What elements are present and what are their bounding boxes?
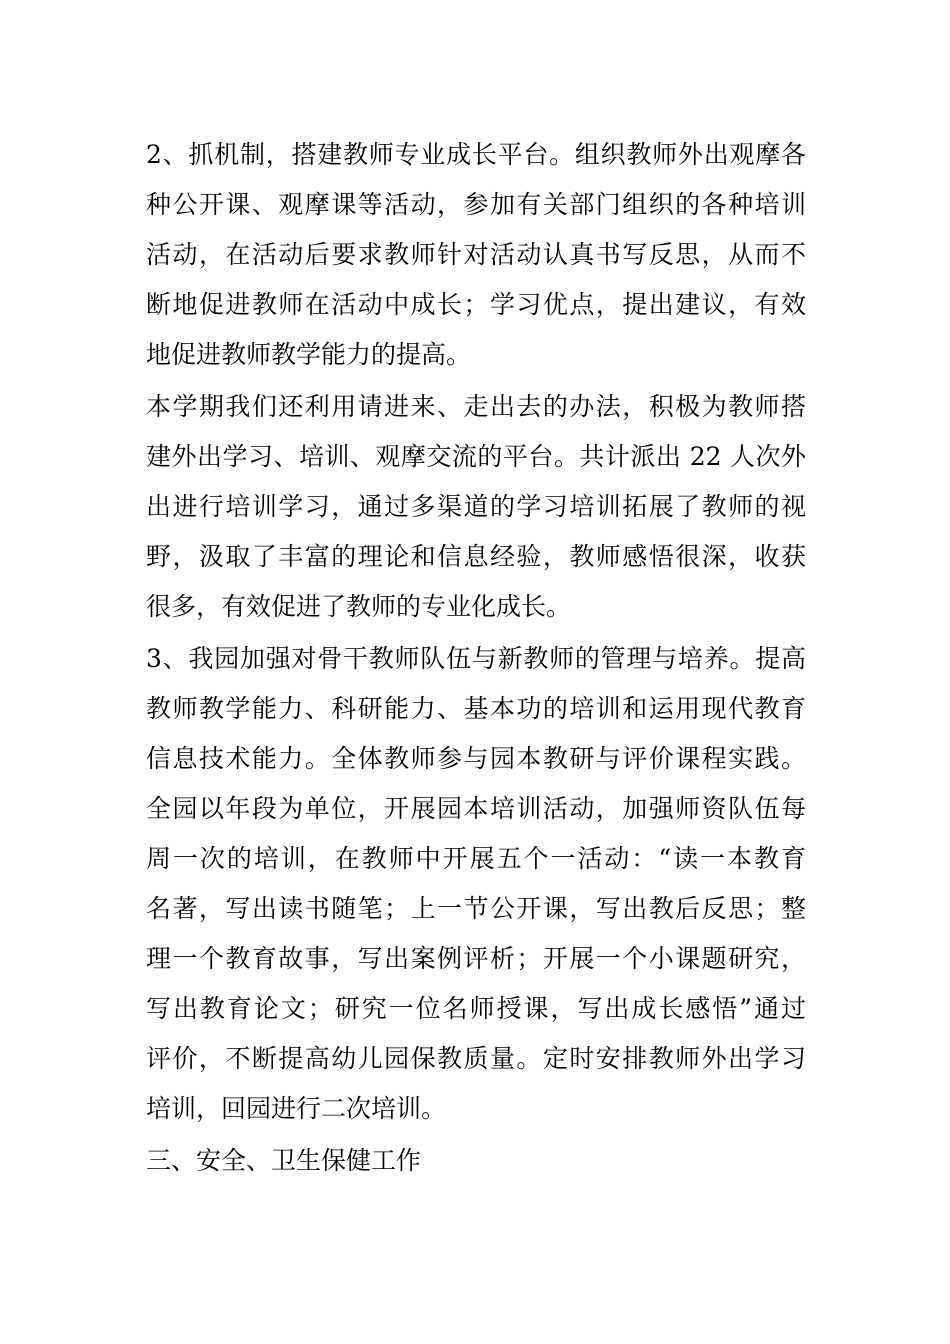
text-line: 种公开课、观摩课等活动，参加有关部门组织的各种培训 (146, 190, 806, 219)
text-line: 2、抓机制，搭建教师专业成长平台。组织教师外出观摩各 (146, 140, 806, 169)
text-line: 出进行培训学习，通过多渠道的学习培训拓展了教师的视 (146, 492, 806, 521)
text-line: 写出教育论文；研究一位名师授课，写出成长感悟”通过 (146, 994, 806, 1023)
paragraph-semester (146, 382, 806, 632)
text-line: 名著，写出读书随笔；上一节公开课，写出教后反思；整 (146, 894, 806, 923)
text-line: 本学期我们还利用请进来、走出去的办法，积极为教师搭 (146, 392, 806, 421)
text-line: 建外出学习、培训、观摩交流的平台。共计派出 22 人次外 (146, 442, 806, 471)
text-line: 教师教学能力、科研能力、基本功的培训和运用现代教育 (146, 694, 806, 723)
paragraph-teacher-training (146, 634, 806, 1134)
text-line: 3、我园加强对骨干教师队伍与新教师的管理与培养。提高 (146, 644, 806, 673)
text-line: 野，汲取了丰富的理论和信息经验，教师感悟很深，收获 (146, 542, 806, 571)
text-line: 周一次的培训，在教师中开展五个一活动：“读一本教育 (146, 844, 806, 873)
section-heading-safety (146, 1136, 806, 1186)
text-line: 地促进教师教学能力的提高。 (146, 340, 472, 369)
text-line: 断地促进教师在活动中成长；学习优点，提出建议，有效 (146, 290, 806, 319)
text-line: 信息技术能力。全体教师参与园本教研与评价课程实践。 (146, 744, 806, 773)
paragraph-mechanism (146, 130, 806, 380)
text-line: 理一个教育故事，写出案例评析；开展一个小课题研究， (146, 944, 806, 973)
text-line: 很多，有效促进了教师的专业化成长。 (146, 592, 572, 621)
section-heading: 三、安全、卫生保健工作 (146, 1146, 422, 1175)
text-line: 培训，回园进行二次培训。 (146, 1094, 447, 1123)
text-line: 全园以年段为单位，开展园本培训活动，加强师资队伍每 (146, 794, 806, 823)
text-line: 评价，不断提高幼儿园保教质量。定时安排教师外出学习 (146, 1044, 806, 1073)
text-line: 活动，在活动后要求教师针对活动认真书写反思，从而不 (146, 240, 806, 269)
document-body (146, 130, 806, 1188)
